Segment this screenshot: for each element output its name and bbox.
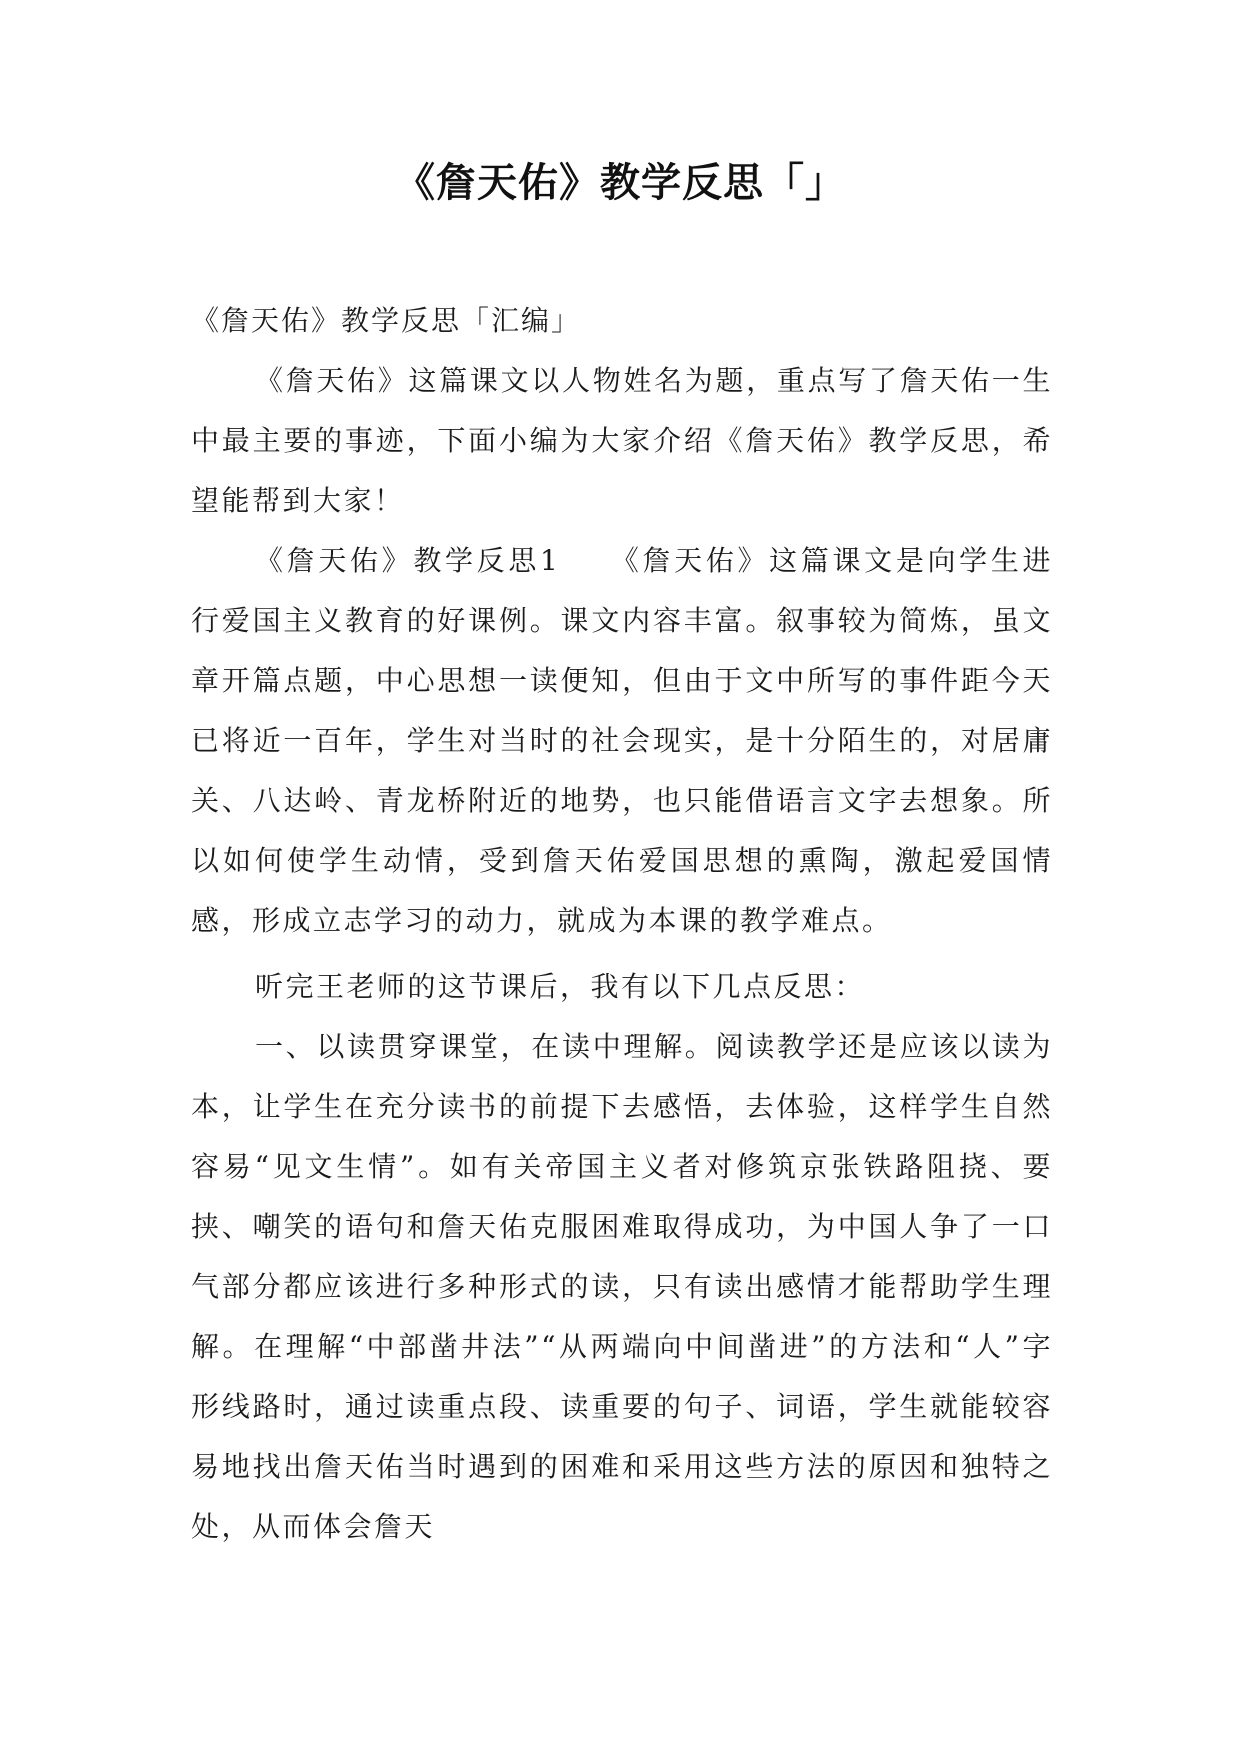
paragraph-reflection-1: 《詹天佑》教学反思1 《詹天佑》这篇课文是向学生进行爱国主义教育的好课例。课文内容丰富。叙事较为简炼，虽文章开篇点题，中心思想一读便知，但由于文中所写的事件距今天已将近一百年，学生对当时的社会现实，是十分陌生的，对居庸关、八达岭、青龙桥附近的地势，也只能借语言文字去想象。所以如何使学生动情，受到詹天佑爱国思想的熏陶，激起爱国情感，形成立志学习的动力，就成为本课的教学难点。 bbox=[191, 544, 1053, 937]
document-body bbox=[191, 291, 1053, 1557]
paragraph-point-1: 一、以读贯穿课堂，在读中理解。阅读教学还是应该以读为本，让学生在充分读书的前提下去感悟，去体验，这样学生自然容易“见文生情”。如有关帝国主义者对修筑京张铁路阻挠、要挟、嘲笑的语句和詹天佑克服困难取得成功，为中国人争了一口气部分都应该进行多种形式的读，只有读出感情才能帮助学生理解。在理解“中部凿井法”“从两端向中间凿进”的方法和“人”字形线路时，通过读重点段、读重要的句子、词语，学生就能较容易地找出詹天佑当时遇到的困难和采用这些方法的原因和独特之处，从而体会詹天 bbox=[191, 1030, 1053, 1543]
document-subtitle: 《詹天佑》教学反思「汇编」 bbox=[191, 304, 582, 337]
document-title: 《詹天佑》教学反思「」 bbox=[395, 160, 846, 206]
paragraph-reflection-lead: 听完王老师的这节课后，我有以下几点反思： bbox=[255, 970, 866, 1003]
paragraph-intro: 《詹天佑》这篇课文以人物姓名为题，重点写了詹天佑一生中最主要的事迹，下面小编为大家介绍《詹天佑》教学反思，希望能帮到大家！ bbox=[191, 364, 1053, 517]
